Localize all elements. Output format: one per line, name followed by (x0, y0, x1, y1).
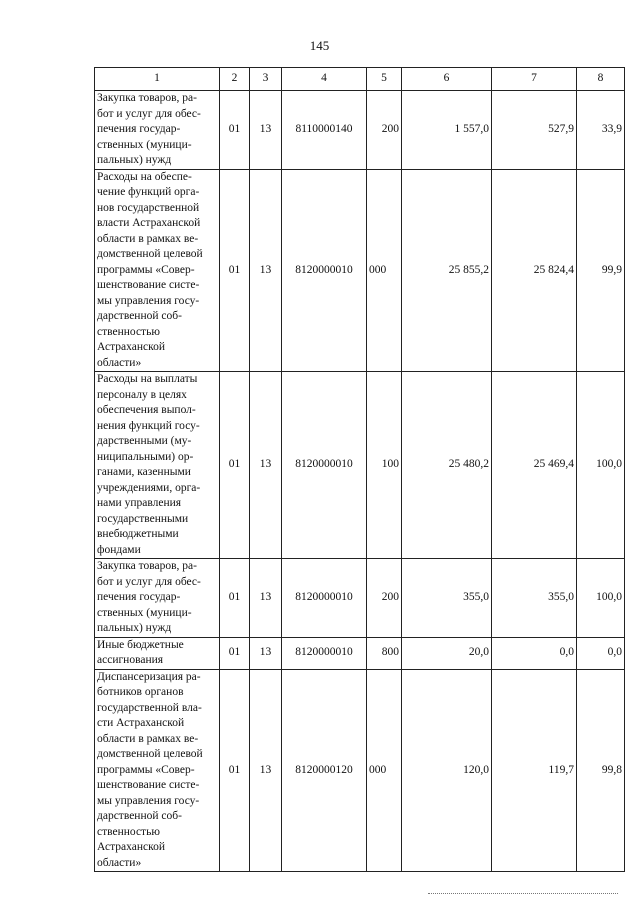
column-header: 4 (282, 68, 367, 91)
cell-planned: 355,0 (402, 559, 492, 638)
cell-executed: 355,0 (492, 559, 577, 638)
cell-expense-type: 000 (367, 169, 402, 372)
cell-percent: 99,8 (577, 669, 625, 872)
row-description-text: Расходы на обеспе- чение функций орга- нов государственной власти Астраханской области в рамках ве- домственной целевой программы «Совер- шенствование систе- мы управления госу- дарственной соб- ственностью Астраханской области» (97, 170, 203, 369)
column-header: 1 (95, 68, 220, 91)
cell-planned: 1 557,0 (402, 91, 492, 170)
column-header: 2 (220, 68, 250, 91)
cell-expense-type: 200 (367, 91, 402, 170)
row-description-text: Иные бюджетные ассигнования (97, 638, 184, 666)
row-description-text: Расходы на выплаты персоналу в целях обеспечения выпол- нения функций госу- дарственными (му- ниципальными) ор- ганами, казенными учреждениями, орга- нами управления государственными внебюджетными фондами (97, 373, 201, 556)
table-row (95, 91, 625, 170)
cell-executed: 25 469,4 (492, 372, 577, 559)
cell-target-code: 8120000120 (282, 669, 367, 872)
table-row (95, 669, 625, 872)
cell-section: 01 (220, 559, 250, 638)
cell-executed: 25 824,4 (492, 169, 577, 372)
column-header: 6 (402, 68, 492, 91)
table-row (95, 637, 625, 669)
footer-divider (428, 893, 618, 894)
cell-percent: 33,9 (577, 91, 625, 170)
budget-table (94, 67, 625, 872)
table-header-row (95, 68, 625, 91)
cell-planned: 20,0 (402, 637, 492, 669)
cell-percent: 100,0 (577, 559, 625, 638)
row-description-text: Закупка товаров, ра- бот и услуг для обес- печения государ- ственных (муници- пальных) нужд (97, 92, 201, 166)
cell-percent: 99,9 (577, 169, 625, 372)
row-description (95, 91, 220, 170)
cell-subsection: 13 (250, 559, 282, 638)
row-description-text: Закупка товаров, ра- бот и услуг для обес- печения государ- ственных (муници- пальных) нужд (97, 560, 201, 634)
cell-subsection: 13 (250, 669, 282, 872)
cell-subsection: 13 (250, 169, 282, 372)
column-header: 8 (577, 68, 625, 91)
cell-target-code: 8120000010 (282, 559, 367, 638)
row-description (95, 372, 220, 559)
column-header: 7 (492, 68, 577, 91)
cell-planned: 25 855,2 (402, 169, 492, 372)
cell-expense-type: 100 (367, 372, 402, 559)
cell-planned: 120,0 (402, 669, 492, 872)
table-row (95, 372, 625, 559)
cell-section: 01 (220, 372, 250, 559)
row-description (95, 637, 220, 669)
row-description (95, 559, 220, 638)
row-description (95, 669, 220, 872)
table-row (95, 559, 625, 638)
column-header: 3 (250, 68, 282, 91)
cell-executed: 0,0 (492, 637, 577, 669)
cell-subsection: 13 (250, 91, 282, 170)
cell-section: 01 (220, 169, 250, 372)
cell-executed: 119,7 (492, 669, 577, 872)
cell-target-code: 8120000010 (282, 372, 367, 559)
cell-expense-type: 200 (367, 559, 402, 638)
cell-section: 01 (220, 637, 250, 669)
cell-section: 01 (220, 669, 250, 872)
cell-executed: 527,9 (492, 91, 577, 170)
cell-target-code: 8120000010 (282, 169, 367, 372)
cell-expense-type: 000 (367, 669, 402, 872)
cell-target-code: 8110000140 (282, 91, 367, 170)
cell-target-code: 8120000010 (282, 637, 367, 669)
row-description-text: Диспансеризация ра- ботников органов государственной вла- сти Астраханской области в рамках ве- домственной целевой программы «Совер- шенствование систе- мы управления госу- дарственной соб- ственностью Астраханской области» (97, 670, 203, 869)
cell-expense-type: 800 (367, 637, 402, 669)
cell-section: 01 (220, 91, 250, 170)
cell-subsection: 13 (250, 372, 282, 559)
column-header: 5 (367, 68, 402, 91)
cell-percent: 0,0 (577, 637, 625, 669)
row-description (95, 169, 220, 372)
cell-percent: 100,0 (577, 372, 625, 559)
page-number: 145 (309, 38, 330, 53)
cell-planned: 25 480,2 (402, 372, 492, 559)
table-row (95, 169, 625, 372)
cell-subsection: 13 (250, 637, 282, 669)
